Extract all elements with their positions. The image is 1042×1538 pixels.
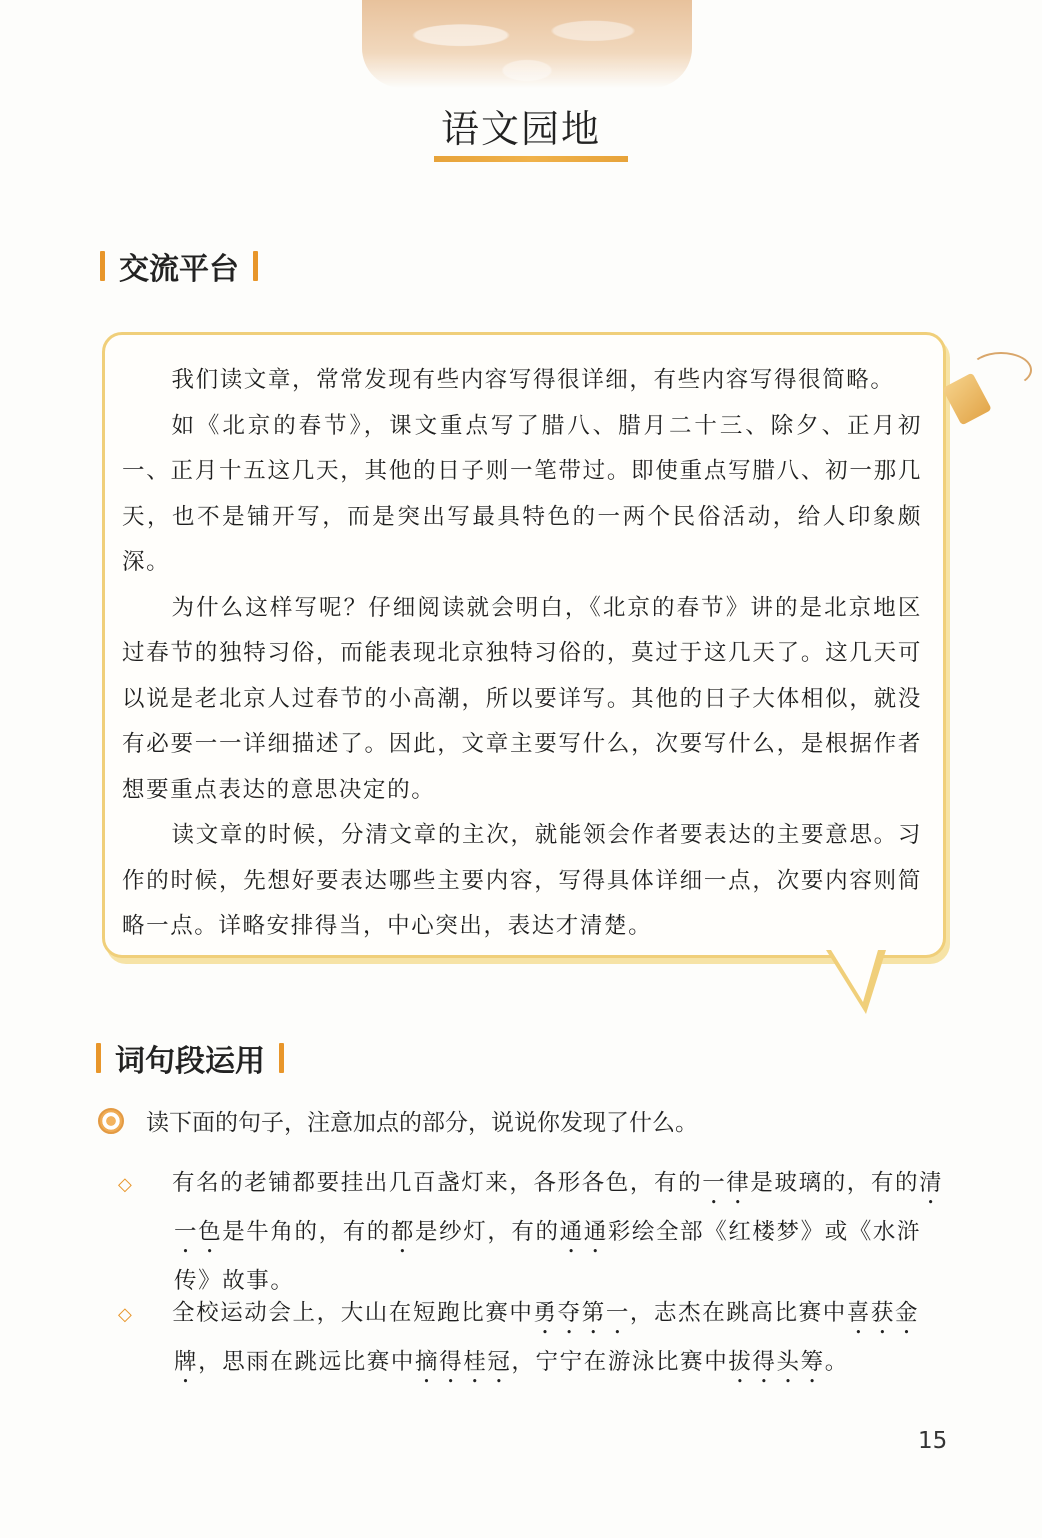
heading-bar-right — [279, 1043, 284, 1073]
heading-bar-left — [100, 251, 105, 281]
speech-bubble-tail-inner — [831, 950, 878, 1002]
heading-bar-left — [96, 1043, 101, 1073]
exchange-paragraph-3: 为什么这样写呢？仔细阅读就会明白，《北京的春节》讲的是北京地区过春节的独特习俗，而能表现北京独特习俗的，莫过于这几天了。这几天可以说是老北京人过春节的小高潮，所以要详写。其他的日子大体相似，就没有必要一一详细描述了。因此，文章主要写什么，次要写什么，是根据作者想要重点表达的意思决定的。 — [122, 594, 922, 803]
page-number: 15 — [918, 1428, 948, 1454]
emphasized-phrase: 一律 — [702, 1170, 751, 1196]
title-underline — [434, 156, 628, 162]
emphasized-phrase: 喜获金牌 — [174, 1300, 920, 1375]
sentence-segment: 彩绘全部《红楼梦》或《水浒传》故事。 — [174, 1219, 922, 1294]
emphasized-phrase: 摘得桂冠 — [415, 1349, 512, 1375]
sentence-segment: ，志杰在跳高比赛中 — [629, 1300, 847, 1326]
diamond-bullet-icon: ◇ — [118, 1174, 134, 1195]
emphasized-phrase: 都 — [390, 1219, 416, 1245]
sentence-segment: ，思雨在跳远比赛中 — [198, 1349, 416, 1375]
section-heading-exchange-label: 交流平台 — [119, 252, 239, 287]
tag-string-icon — [970, 352, 1032, 388]
header-decoration — [362, 0, 692, 88]
exercise-icon — [98, 1108, 124, 1134]
emphasized-phrase: 拔得头筹 — [728, 1349, 825, 1375]
example-sentence-text — [172, 1170, 943, 1294]
diamond-bullet-icon: ◇ — [118, 1304, 134, 1325]
exercise-prompt — [98, 1104, 698, 1137]
example-sentence-text — [172, 1300, 919, 1375]
exchange-paragraph-1: 我们读文章，常常发现有些内容写得很详细，有些内容写得很简略。 — [171, 367, 895, 393]
heading-bar-right — [253, 251, 258, 281]
exchange-body — [122, 358, 922, 950]
sentence-segment: 是玻璃的，有的 — [750, 1170, 920, 1196]
sentence-segment: 是纱灯，有的 — [415, 1219, 560, 1245]
sentence-segment: 全校运动会上，大山在短跑比赛中 — [172, 1300, 534, 1326]
sentence-segment: 有名的老铺都要挂出几百盏灯来，各形各色，有的 — [172, 1170, 703, 1196]
exchange-paragraph-2: 如《北京的春节》，课文重点写了腊八、腊月二十三、除夕、正月初一、正月十五这几天，其他的日子则一笔带过。即使重点写腊八、初一那几天，也不是铺开写，而是突出写最具特色的一两个民俗活动，给人印象颇深。 — [122, 412, 922, 575]
sentence-segment: ，宁宁在游泳比赛中 — [511, 1349, 729, 1375]
section-heading-exchange — [100, 244, 258, 288]
exchange-paragraph-4: 读文章的时候，分清文章的主次，就能领会作者要表达的主要意思。习作的时候，先想好要表达哪些主要内容，写得具体详细一点，次要内容则简略一点。详略安排得当，中心突出，表达才清楚。 — [122, 822, 922, 939]
exercise-prompt-text: 读下面的句子，注意加点的部分，说说你发现了什么。 — [146, 1110, 698, 1136]
section-heading-usage — [96, 1036, 284, 1080]
section-heading-usage-label: 词句段运用 — [115, 1044, 265, 1079]
emphasized-phrase: 通通 — [559, 1219, 608, 1245]
sentence-segment: 是牛角的，有的 — [222, 1219, 391, 1245]
page-title: 语文园地 — [440, 107, 601, 151]
emphasized-phrase: 清一色 — [174, 1170, 944, 1245]
example-sentence-1 — [118, 1160, 952, 1304]
sentence-segment: 。 — [824, 1349, 849, 1375]
emphasized-phrase: 勇夺第一 — [533, 1300, 630, 1326]
example-sentence-2 — [118, 1290, 952, 1388]
